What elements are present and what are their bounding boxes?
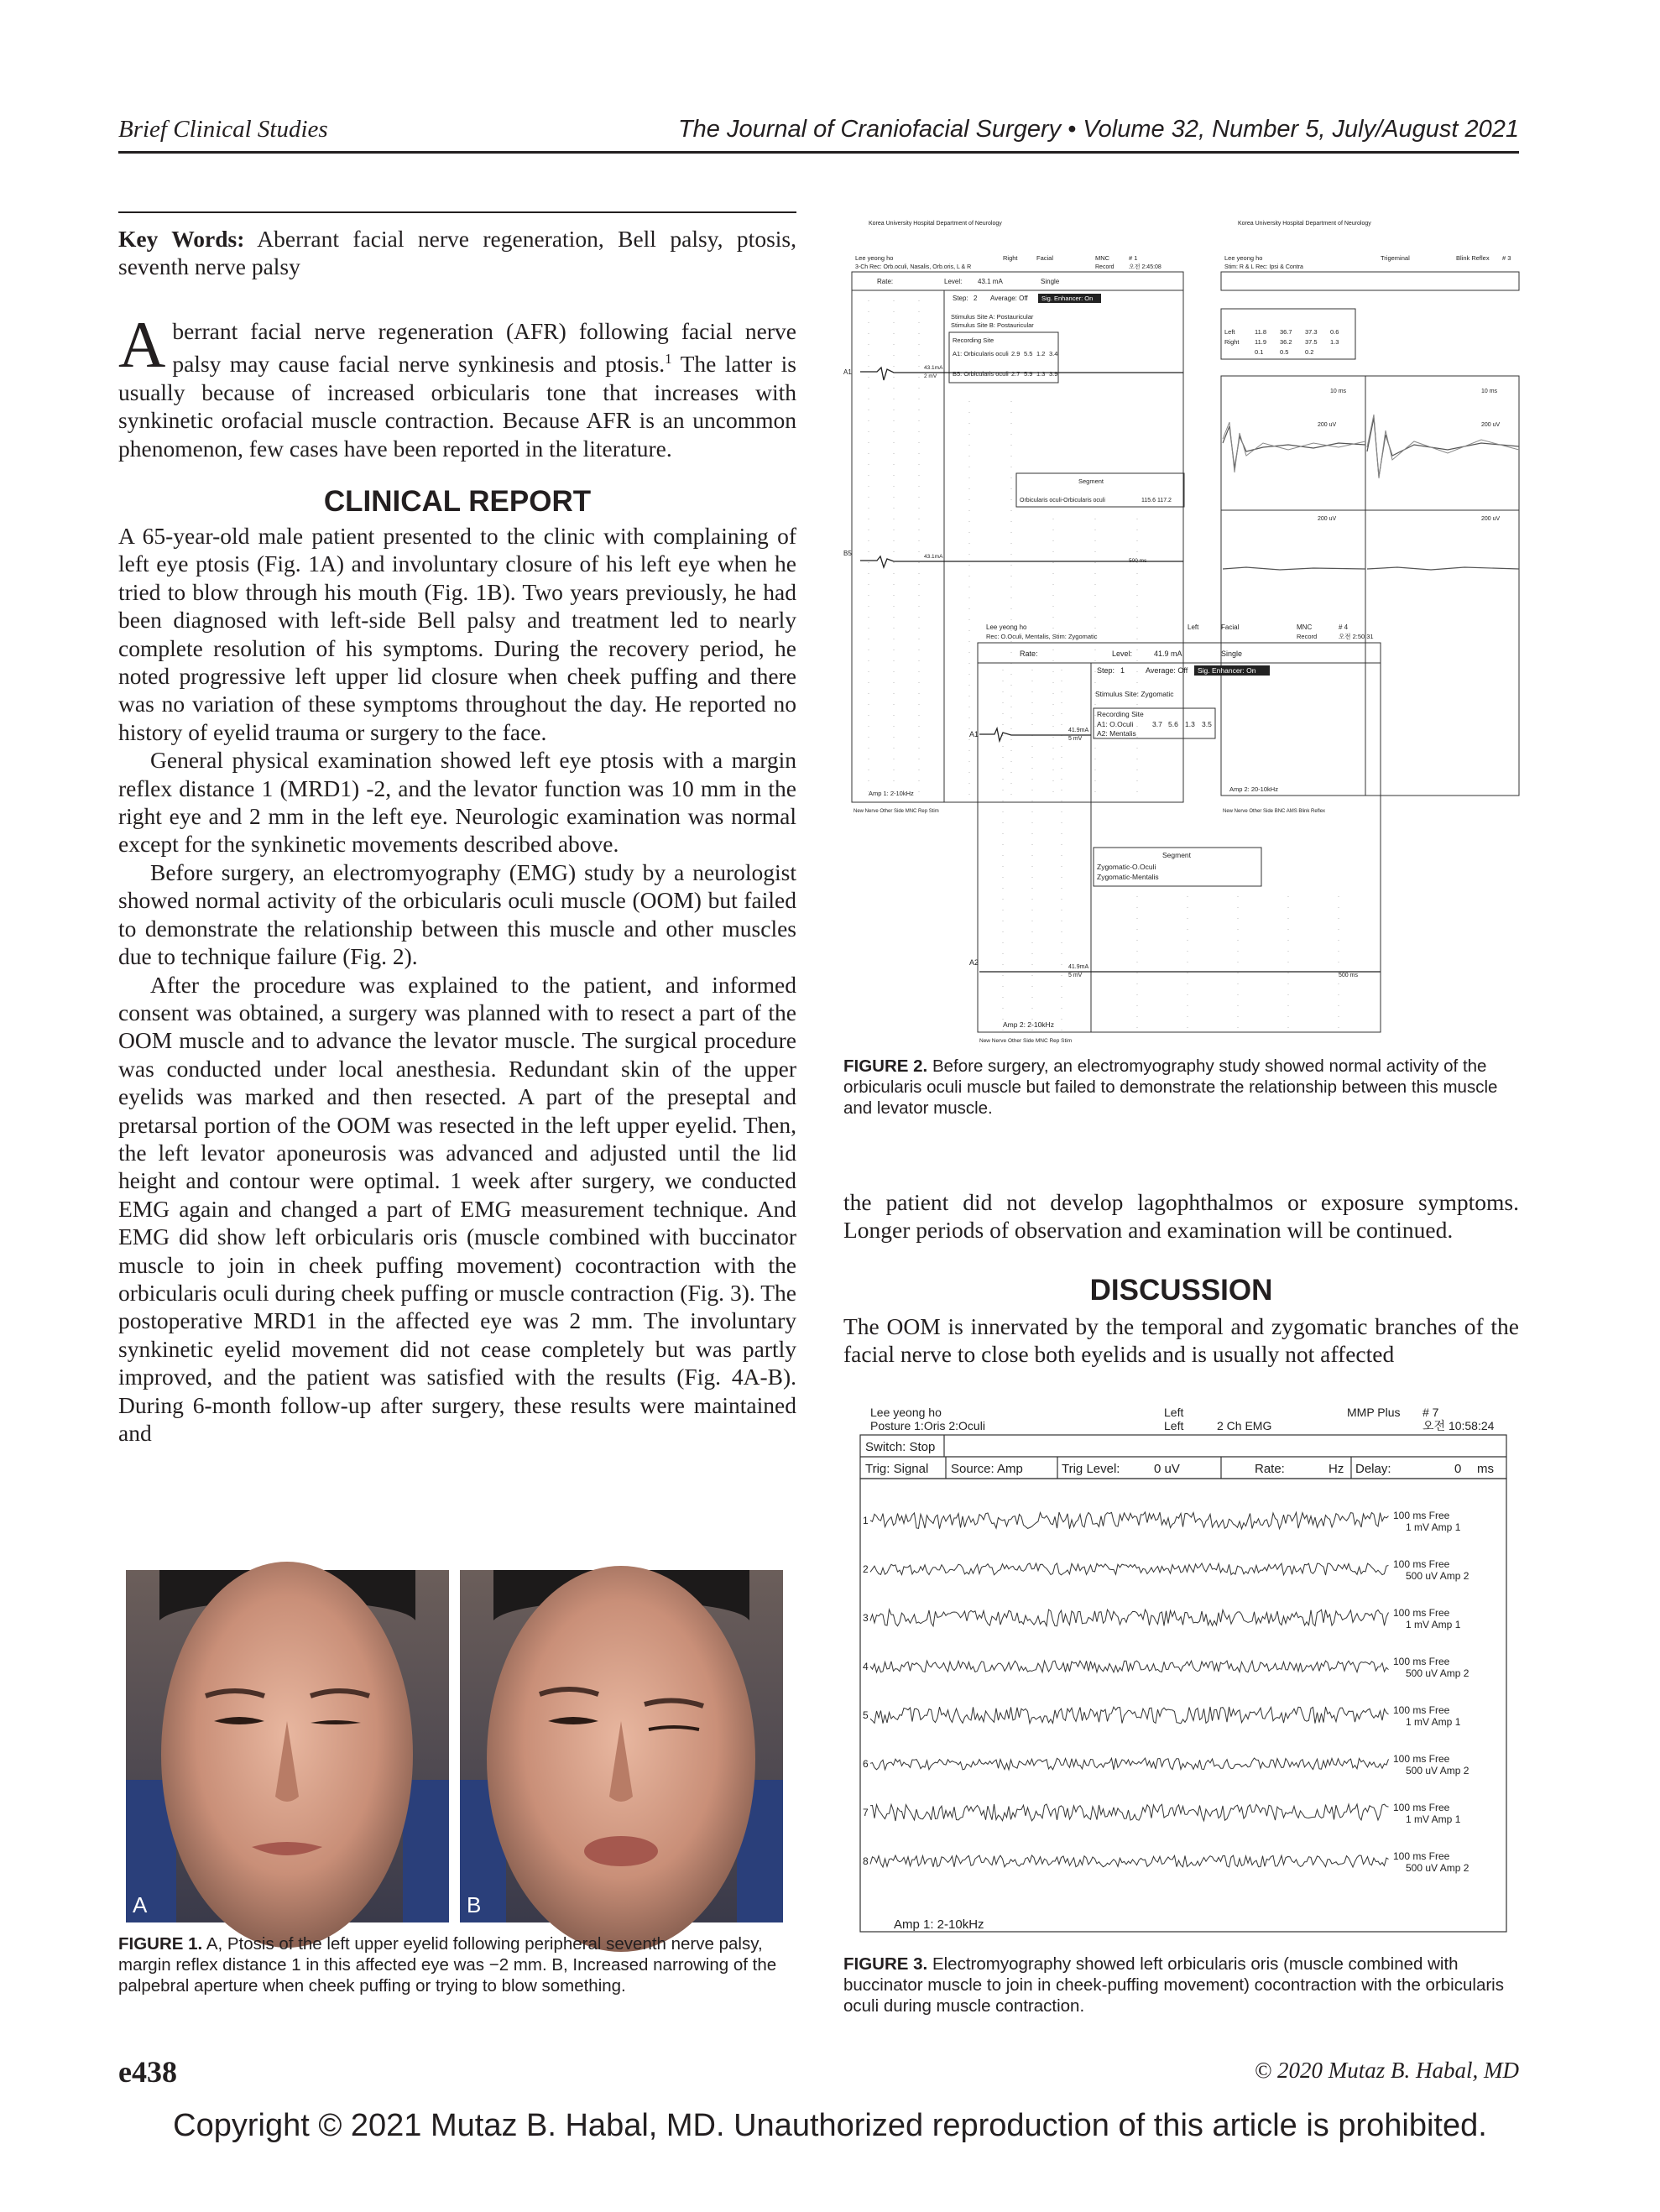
emg-trace — [870, 1855, 1389, 1867]
trace-number: 8 — [863, 1855, 869, 1867]
right-column-continuation — [843, 1188, 1519, 1244]
figure-2-caption-label: FIGURE 2. — [843, 1056, 928, 1076]
svg-text:0 uV: 0 uV — [1154, 1462, 1180, 1476]
svg-text:Stim: R & L Rec: Ipsi & Contr: Stim: R & L Rec: Ipsi & Contra — [1224, 264, 1303, 270]
svg-text:200 uV: 200 uV — [1318, 516, 1337, 522]
svg-text:# 4: # 4 — [1339, 623, 1349, 631]
figure-1b-panel — [460, 1566, 783, 1952]
paragraph: General physical examination showed left eye ptosis with a margin reflex distance 1 (MRD1) -2, and the levator function was 10 mm in the right eye and 2 mm in the left eye. Neurologic examination was normal except for the synkinetic movements described above. — [118, 747, 796, 858]
svg-text:41.9 mA: 41.9 mA — [1154, 650, 1182, 658]
emg-trace — [870, 1758, 1389, 1770]
drop-cap: A — [118, 308, 166, 381]
svg-text:10 ms: 10 ms — [1481, 389, 1498, 394]
svg-text:200 uV: 200 uV — [1481, 422, 1501, 428]
figure-3-caption-text: Electromyography showed left orbicularis oris (muscle combined with buccinator muscle to join in cheek-puffing movement) cocontraction with the orbicularis oculi during muscle contraction. — [843, 1954, 1504, 2016]
emg-trace — [870, 1707, 1389, 1724]
keywords-rule — [118, 211, 796, 213]
svg-text:Korea University Hospital D: Korea University Hospital Department of Neurology — [1238, 221, 1371, 227]
svg-text:MMP Plus: MMP Plus — [1347, 1406, 1401, 1419]
svg-text:Recording Site: Recording Site — [953, 336, 994, 344]
figure-2-caption-text: Before surgery, an electromyography study showed normal activity of the orbicularis oculi muscle but failed to demonstrate the relationship between this muscle and levator muscle. — [843, 1056, 1498, 1118]
svg-text:A2: Mentalis: A2: Mentalis — [1097, 729, 1136, 738]
svg-text:1: 1 — [1120, 666, 1125, 675]
paragraph: After the procedure was explained to the patient, and informed consent was obtained, a surgery was planned with to resect a part of the OOM muscle and to advance the levator muscle. The surgical procedure was conducted under local anesthesia. Redundant skin of the upper eyelids was marked and then resected. A part of the preseptal and pretarsal portion of the OOM was resected in the left upper eyelid. Then, the left levator aponeurosis was advanced and adjusted until the lid height and contour were optimal. 1 week after surgery, we conducted EMG again and changed a part of EMG measurement technique. And EMG did show left orbicularis oris (muscle combined with buccinator muscle to join in cheek puffing movement) cocontraction with the orbicularis oculi during cheek puffing or muscle contraction (Fig. 3). The postoperative MRD1 in the affected eye was 2 mm. The involuntary synkinetic eyelid movement did not cease completely but was partly improved, and the patient was satisfied with the results (Fig. 4A-B). During 6-month follow-up after surgery, these results were maintained and — [118, 971, 796, 1446]
svg-text:MNC: MNC — [1297, 623, 1313, 631]
keywords-block — [118, 225, 796, 281]
svg-text:36.7: 36.7 — [1280, 328, 1292, 336]
svg-text:3.4: 3.4 — [1049, 350, 1058, 357]
svg-text:Segment: Segment — [1162, 851, 1192, 859]
svg-text:200 uV: 200 uV — [1318, 422, 1337, 428]
trace-scale-label: 500 uV Amp 2 — [1406, 1570, 1469, 1582]
svg-text:Lee yeong ho: Lee yeong ho — [855, 254, 894, 262]
svg-text:Record: Record — [1095, 264, 1114, 270]
figure-3-caption-label: FIGURE 3. — [843, 1954, 928, 1974]
figure-2-caption — [843, 1056, 1519, 1119]
trace-time-label: 100 ms Free — [1393, 1704, 1450, 1716]
svg-text:Amp 2: 2-10kHz: Amp 2: 2-10kHz — [1003, 1020, 1054, 1029]
svg-text:41.9mA: 41.9mA — [1068, 964, 1089, 970]
svg-text:Single: Single — [1041, 278, 1060, 285]
hospital-text: Korea University Hospital Department of Neurology — [869, 221, 1002, 227]
svg-text:11.9: 11.9 — [1255, 338, 1267, 346]
trace-time-label: 100 ms Free — [1393, 1802, 1450, 1813]
svg-text:10 ms: 10 ms — [1330, 389, 1347, 394]
svg-text:5.9: 5.9 — [1024, 370, 1033, 378]
svg-text:Left: Left — [1224, 328, 1235, 336]
figure-1-caption — [118, 1933, 796, 1996]
svg-text:Sig. Enhancer: On: Sig. Enhancer: On — [1198, 666, 1256, 675]
svg-text:Facial: Facial — [1221, 623, 1240, 631]
svg-text:1.3: 1.3 — [1036, 370, 1046, 378]
svg-text:5.5: 5.5 — [1024, 350, 1033, 357]
svg-text:11.8: 11.8 — [1255, 328, 1267, 336]
svg-text:Level:: Level: — [944, 278, 963, 285]
svg-text:B5: B5 — [843, 550, 852, 557]
svg-text:0.1: 0.1 — [1255, 348, 1264, 356]
svg-text:# 1: # 1 — [1129, 254, 1138, 262]
svg-text:1.3: 1.3 — [1330, 338, 1339, 346]
svg-text:200 uV: 200 uV — [1481, 516, 1501, 522]
svg-text:New Nerve Other Side MNC Re: New Nerve Other Side MNC Rep Stim — [853, 809, 939, 814]
trace-scale-label: 1 mV Amp 1 — [1406, 1619, 1461, 1630]
svg-text:0.6: 0.6 — [1330, 328, 1339, 336]
svg-text:3.7: 3.7 — [1152, 720, 1162, 728]
figure-1b-label: B — [467, 1892, 482, 1917]
svg-text:5 mV: 5 mV — [1068, 973, 1083, 978]
figure-3 — [852, 1403, 1515, 1949]
svg-text:37.5: 37.5 — [1305, 338, 1318, 346]
svg-text:Amp 2: 20-10kHz: Amp 2: 20-10kHz — [1229, 785, 1278, 793]
svg-text:Single: Single — [1221, 650, 1243, 658]
figure-1a-label: A — [133, 1892, 148, 1917]
trace-time-label: 100 ms Free — [1393, 1753, 1450, 1765]
svg-text:Switch: Stop: Switch: Stop — [865, 1440, 936, 1454]
svg-text:500 ms: 500 ms — [1339, 973, 1358, 978]
svg-text:Step:: Step: — [1097, 666, 1115, 675]
svg-text:1.3: 1.3 — [1185, 720, 1195, 728]
keywords-text: Aberrant facial nerve regeneration, Bell palsy, ptosis, seventh nerve palsy — [118, 226, 796, 280]
figure-1-caption-label: FIGURE 1. — [118, 1934, 203, 1954]
paragraph: A 65-year-old male patient presented to the clinic with complaining of left eye ptosis (Fig. 1A) and involuntary closure of his left eye when he tried to blow through his mouth (Fig. 1B). Two years previously, he had been diagnosed with left-side Bell palsy and treatment led to nearly complete resolution of his symptoms. During the recovery period, he noted progressive left upper lid closure when cheek puffing and there was no variation of these symptoms throughout the day. He reported no history of eyelid trauma or surgery to the face. — [118, 523, 796, 745]
svg-text:Trig Level:: Trig Level: — [1062, 1462, 1120, 1476]
svg-text:43.1 mA: 43.1 mA — [978, 278, 1003, 285]
footer-copyright: © 2020 Mutaz B. Habal, MD — [1254, 2058, 1519, 2083]
svg-text:2 mV: 2 mV — [924, 373, 937, 379]
svg-text:1.2: 1.2 — [1036, 350, 1046, 357]
svg-text:# 7: # 7 — [1422, 1406, 1439, 1419]
figure-1-illustration — [126, 1570, 783, 1922]
svg-text:Average: Off: Average: Off — [1146, 666, 1188, 675]
svg-text:Recording Site: Recording Site — [1097, 710, 1144, 718]
running-header-left: Brief Clinical Studies — [118, 116, 328, 143]
svg-text:Lee yeong ho: Lee yeong ho — [1224, 254, 1263, 262]
trace-scale-label: 500 uV Amp 2 — [1406, 1667, 1469, 1679]
trace-number: 7 — [863, 1807, 869, 1818]
trace-scale-label: 1 mV Amp 1 — [1406, 1813, 1461, 1825]
svg-text:Rate:: Rate: — [1255, 1462, 1285, 1476]
page-number: e438 — [118, 2055, 177, 2089]
svg-text:Orbicularis oculi-Orbicularis: Orbicularis oculi-Orbicularis oculi — [1020, 498, 1105, 503]
discussion-heading: DISCUSSION — [1089, 1274, 1273, 1307]
svg-text:A1: A1 — [969, 730, 979, 738]
svg-text:3-Ch Rec: Orb.oculi, Nasalis,: 3-Ch Rec: Orb.oculi, Nasalis, Orb.oris, L & R — [855, 264, 972, 270]
svg-text:A1: O.Oculi: A1: O.Oculi — [1097, 720, 1134, 728]
svg-text:A2: A2 — [969, 958, 979, 967]
trace-number: 1 — [863, 1515, 869, 1526]
emg-trace — [870, 1804, 1389, 1821]
intro-paragraph — [118, 308, 796, 462]
reference-1: 1 — [665, 351, 672, 368]
svg-text:3.9: 3.9 — [1049, 370, 1058, 378]
svg-text:Blink Reflex: Blink Reflex — [1456, 254, 1490, 262]
svg-text:Facial: Facial — [1036, 254, 1054, 262]
svg-text:Step:: Step: — [953, 295, 968, 302]
paragraph: Before surgery, an electromyography (EMG) study by a neurologist showed normal activity of the orbicularis oculi muscle (OOM) but failed to demonstrate the relationship between this muscle and other muscles due to technique failure (Fig. 2). — [118, 858, 796, 970]
trace-scale-label: 500 uV Amp 2 — [1406, 1765, 1469, 1776]
svg-text:Record: Record — [1297, 633, 1318, 640]
figure-1a-panel — [126, 1562, 449, 1948]
svg-text:Delay:: Delay: — [1355, 1462, 1391, 1476]
header-rule — [118, 151, 1519, 154]
svg-text:A1: Orbicularis oculi: A1: Orbicularis oculi — [953, 350, 1009, 357]
trace-time-label: 100 ms Free — [1393, 1510, 1450, 1521]
svg-text:0: 0 — [1454, 1462, 1462, 1476]
trace-time-label: 100 ms Free — [1393, 1607, 1450, 1619]
svg-text:41.9mA: 41.9mA — [1068, 728, 1089, 733]
paragraph: the patient did not develop lagophthalmos or exposure symptoms. Longer periods of observation and examination will be continued. — [843, 1189, 1519, 1244]
figure-1-photos — [126, 1570, 783, 1922]
trace-number: 3 — [863, 1612, 869, 1624]
discussion-body — [843, 1312, 1519, 1369]
figure-3-emg-traces — [852, 1403, 1515, 1949]
svg-text:B5: Orbicularis oculi: B5: Orbicularis oculi — [953, 370, 1009, 378]
svg-text:Right: Right — [1224, 338, 1240, 346]
svg-text:Stimulus Site B: Postauricular: Stimulus Site B: Postauricular — [951, 321, 1034, 329]
figure-3-caption — [843, 1954, 1519, 2016]
trace-time-label: 100 ms Free — [1393, 1656, 1450, 1667]
svg-text:2.9: 2.9 — [1011, 350, 1021, 357]
svg-text:Amp 1: 2-10kHz: Amp 1: 2-10kHz — [894, 1917, 984, 1932]
figure-2c-panel — [969, 623, 1381, 1044]
svg-text:A1: A1 — [843, 368, 852, 376]
svg-text:500 ms: 500 ms — [1129, 558, 1147, 564]
svg-text:Zygomatic-O.Oculi: Zygomatic-O.Oculi — [1097, 863, 1156, 871]
svg-text:New Nerve Other Side BNC AM: New Nerve Other Side BNC AMS Blink Reflex — [1223, 809, 1326, 814]
svg-text:Sig. Enhancer: On: Sig. Enhancer: On — [1041, 295, 1094, 302]
svg-text:Trig: Signal: Trig: Signal — [865, 1462, 929, 1476]
svg-text:Level:: Level: — [1112, 650, 1133, 658]
emg-trace — [870, 1512, 1389, 1529]
svg-text:0.5: 0.5 — [1280, 348, 1289, 356]
svg-text:Rec: O.Oculi, Mentalis, Stim:: Rec: O.Oculi, Mentalis, Stim: Zygomatic — [986, 633, 1098, 640]
intro-text-b: The latter is usually because of increased orbicularis tone that increases with synkinetic orofacial muscle contraction. Because AFR is an uncommon phenomenon, few cases have been reported in the literature. — [118, 351, 796, 462]
svg-text:Right: Right — [1003, 254, 1018, 262]
svg-text:Average: Off: Average: Off — [990, 295, 1028, 302]
keywords-label: Key Words: — [118, 226, 245, 252]
trace-scale-label: 500 uV Amp 2 — [1406, 1862, 1469, 1874]
emg-trace — [870, 1563, 1389, 1575]
svg-text:Zygomatic-Mentalis: Zygomatic-Mentalis — [1097, 873, 1159, 881]
svg-text:오전 10:58:24: 오전 10:58:24 — [1422, 1419, 1495, 1432]
svg-text:Lee yeong ho: Lee yeong ho — [986, 623, 1027, 631]
svg-text:ms: ms — [1477, 1462, 1494, 1476]
trace-scale-label: 1 mV Amp 1 — [1406, 1521, 1461, 1533]
copyright-notice: Copyright © 2021 Mutaz B. Habal, MD. Unauthorized reproduction of this article is prohibited. — [173, 2108, 1487, 2143]
svg-text:43.1mA: 43.1mA — [924, 365, 943, 371]
svg-text:36.2: 36.2 — [1280, 338, 1292, 346]
svg-text:오전 2:50:31: 오전 2:50:31 — [1339, 633, 1374, 640]
clinical-report-heading: CLINICAL REPORT — [323, 485, 592, 518]
svg-text:2: 2 — [974, 295, 978, 302]
svg-text:115.6 117.2: 115.6 117.2 — [1141, 498, 1172, 503]
svg-text:Stimulus Site: Zygomatic: Stimulus Site: Zygomatic — [1095, 690, 1174, 698]
svg-text:Rate:: Rate: — [877, 278, 894, 285]
emg-trace — [870, 1661, 1389, 1672]
svg-text:3.5: 3.5 — [1202, 720, 1212, 728]
paragraph: The OOM is innervated by the temporal and zygomatic branches of the facial nerve to close both eyelids and is usually not affected — [843, 1313, 1519, 1368]
trace-time-label: 100 ms Free — [1393, 1850, 1450, 1862]
figure-2 — [843, 217, 1519, 1044]
svg-text:New Nerve Other Side MNC Re: New Nerve Other Side MNC Rep Stim — [979, 1038, 1073, 1044]
running-header-right: The Journal of Craniofacial Surgery • Volume 32, Number 5, July/August 2021 — [677, 116, 1519, 143]
svg-text:0.2: 0.2 — [1305, 348, 1314, 356]
svg-text:Trigeminal: Trigeminal — [1381, 254, 1410, 262]
svg-text:Left: Left — [1164, 1419, 1184, 1432]
svg-text:2.7: 2.7 — [1011, 370, 1021, 378]
svg-text:# 3: # 3 — [1502, 254, 1511, 262]
intro-text-a: berrant facial nerve regeneration (AFR) following facial nerve palsy may cause facial nerve synkinesis and ptosis. — [172, 318, 796, 378]
figure-2-emg-panels — [843, 217, 1519, 1044]
svg-text:Lee yeong ho: Lee yeong ho — [870, 1406, 942, 1419]
trace-time-label: 100 ms Free — [1393, 1558, 1450, 1570]
svg-text:MNC: MNC — [1095, 254, 1110, 262]
svg-text:2 Ch EMG: 2 Ch EMG — [1217, 1419, 1272, 1432]
emg-trace — [870, 1609, 1389, 1626]
figure-1-caption-text: A, Ptosis of the left upper eyelid following peripheral seventh nerve palsy, margin reflex distance 1 in this affected eye was −2 mm. B, Increased narrowing of the palpebral aperture when cheek puffing or trying to blow something. — [118, 1934, 777, 1995]
svg-text:Left: Left — [1188, 623, 1199, 631]
svg-text:Hz: Hz — [1329, 1462, 1344, 1476]
svg-text:5.6: 5.6 — [1168, 720, 1178, 728]
svg-text:Stimulus Site A: Postauricular: Stimulus Site A: Postauricular — [951, 313, 1034, 321]
svg-text:43.1mA: 43.1mA — [924, 554, 943, 560]
trace-scale-label: 1 mV Amp 1 — [1406, 1716, 1461, 1728]
svg-text:Posture 1:Oris 2:Oculi: Posture 1:Oris 2:Oculi — [870, 1419, 985, 1432]
svg-text:오전 2:45:08: 오전 2:45:08 — [1129, 264, 1161, 270]
trace-number: 2 — [863, 1563, 869, 1575]
trace-number: 6 — [863, 1758, 869, 1770]
svg-text:Left: Left — [1164, 1406, 1184, 1419]
svg-text:Rate:: Rate: — [1020, 650, 1038, 658]
svg-text:Segment: Segment — [1078, 477, 1104, 485]
figure-2b-panel — [1221, 221, 1519, 814]
trace-number: 4 — [863, 1661, 869, 1672]
svg-text:5 mV: 5 mV — [1068, 736, 1083, 742]
clinical-report-body — [118, 522, 796, 1447]
svg-text:Source: Amp: Source: Amp — [951, 1462, 1023, 1476]
trace-number: 5 — [863, 1709, 869, 1721]
svg-text:Amp 1: 2-10kHz: Amp 1: 2-10kHz — [869, 790, 914, 797]
svg-text:37.3: 37.3 — [1305, 328, 1318, 336]
